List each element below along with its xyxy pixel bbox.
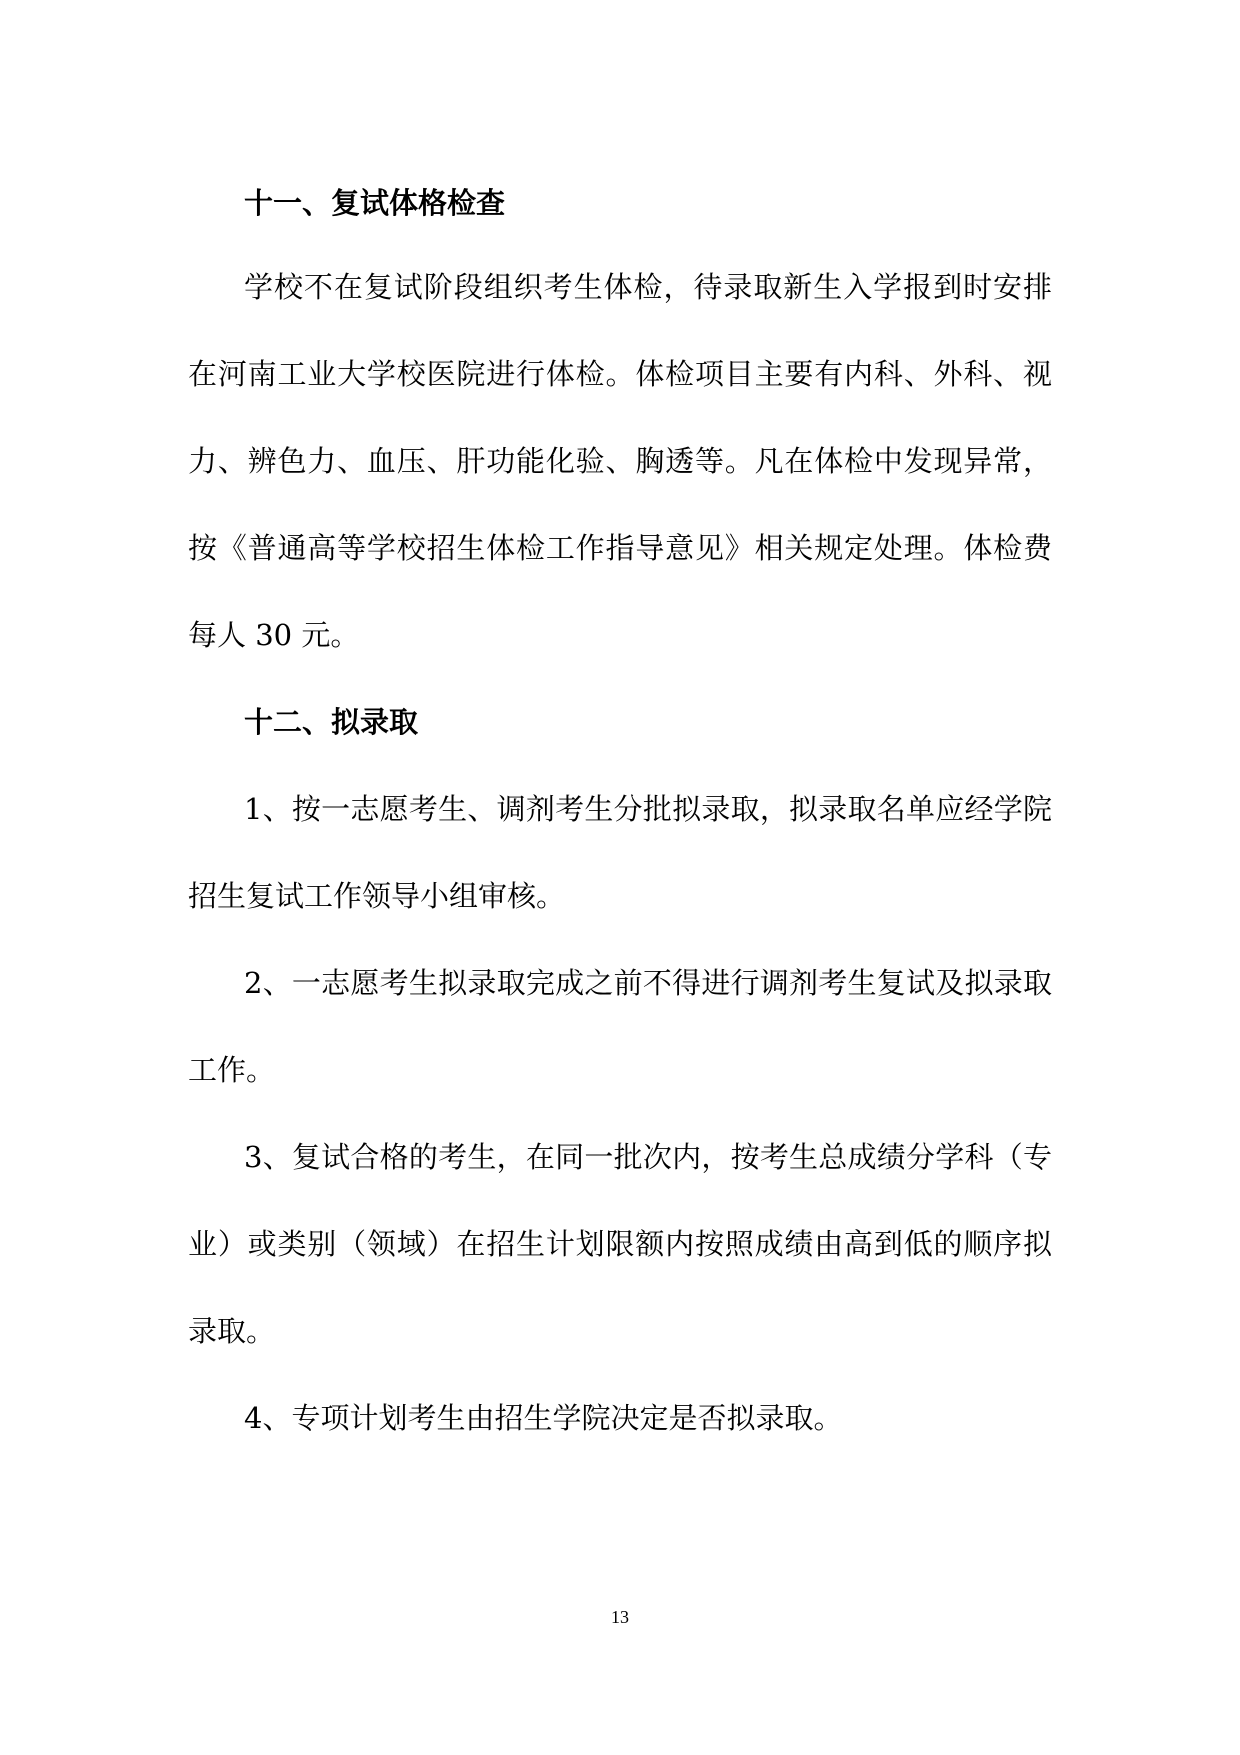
paragraph-line: 按《普通高等学校招生体检工作指导意见》相关规定处理。体检费 (188, 531, 1052, 565)
paragraph-line: 学校不在复试阶段组织考生体检，待录取新生入学报到时安排 (244, 270, 1052, 304)
paragraph-line: 每人 30 元。 (188, 618, 360, 652)
list-item-line: 工作。 (188, 1053, 276, 1087)
list-item-line: 1、按一志愿考生、调剂考生分批拟录取，拟录取名单应经学院 (244, 792, 1052, 826)
list-item-line: 3、复试合格的考生，在同一批次内，按考生总成绩分学科（专 (244, 1140, 1052, 1174)
list-item-line: 2、一志愿考生拟录取完成之前不得进行调剂考生复试及拟录取 (244, 966, 1052, 1000)
section-heading-physical-exam: 十一、复试体格检查 (244, 186, 506, 220)
list-item-line: 业）或类别（领域）在招生计划限额内按照成绩由高到低的顺序拟 (188, 1227, 1052, 1261)
paragraph-line: 力、辨色力、血压、肝功能化验、胸透等。凡在体检中发现异常， (188, 444, 1052, 478)
list-item-line: 招生复试工作领导小组审核。 (188, 879, 566, 913)
paragraph-line: 在河南工业大学校医院进行体检。体检项目主要有内科、外科、视 (188, 357, 1052, 391)
page-number: 13 (611, 1607, 629, 1627)
section-heading-admission: 十二、拟录取 (244, 705, 419, 739)
list-item-line: 4、专项计划考生由招生学院决定是否拟录取。 (244, 1401, 843, 1435)
list-item-line: 录取。 (188, 1314, 276, 1348)
